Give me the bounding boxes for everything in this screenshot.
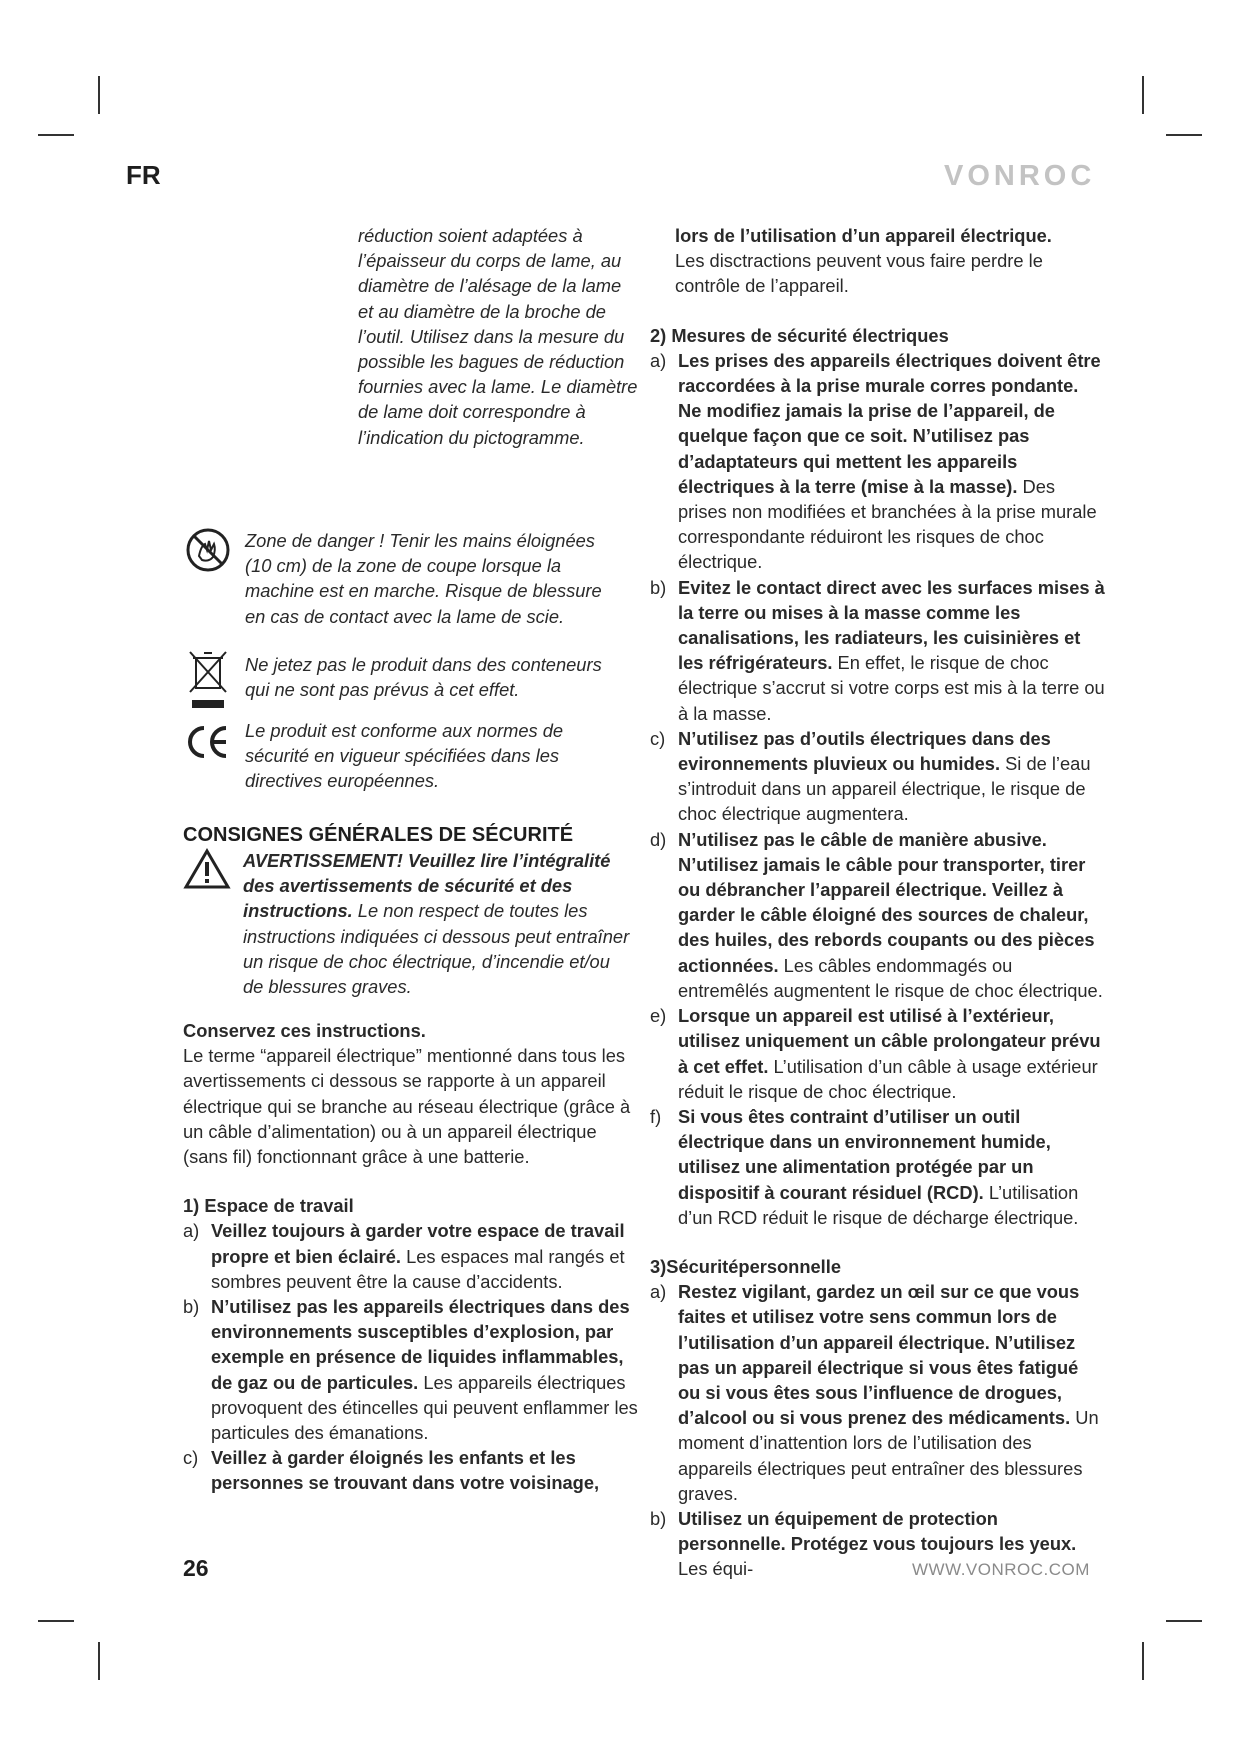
language-label: FR bbox=[126, 160, 161, 190]
crop-mark bbox=[1142, 1642, 1144, 1680]
list-item: c) Veillez à garder éloignés les enfants et les personnes se trouvant dans votre voisinage, bbox=[183, 1447, 600, 1494]
list-item: c) N’utilisez pas d’outils électriques dans des evironnements pluvieux ou humides. Si de l’eau s’introduit dans un appareil électrique, le risque de choc électrique augmentera. bbox=[650, 727, 1091, 825]
left-lower-column bbox=[183, 1018, 645, 1496]
list-item: b) Evitez le contact direct avec les surfaces mises à la terre ou mises à la masse comme les canalisations, les radiateurs, les cuisinières et les réfrigérateurs. En effet, le risque de choc électrique s’accrut si votre corps est mis à la terre ou à la masse. bbox=[650, 576, 1105, 724]
crossed-bin-icon bbox=[180, 648, 236, 710]
warning-bold: AVERTISSEMENT! Veuillez lire l’intégralité des avertissements de sécurité et des instructions. bbox=[243, 850, 611, 922]
disposal-text: Ne jetez pas le produit dans des conteneurs qui ne sont pas prévus à cet effet. bbox=[245, 654, 602, 701]
page-number: 26 bbox=[183, 1555, 209, 1581]
right-column bbox=[650, 223, 1105, 1582]
crop-mark bbox=[1142, 76, 1144, 114]
crop-mark bbox=[38, 134, 74, 136]
ce-conformity-text: Le produit est conforme aux normes de sécurité en vigueur spécifiées dans les directives européennes. bbox=[245, 720, 564, 792]
list-item: e) Lorsque un appareil est utilisé à l’extérieur, utilisez uniquement un câble prolongateur prévu à cet effet. L’utilisation d’un câble à usage extérieur réduit le risque de choc électrique. bbox=[650, 1005, 1101, 1102]
conservez-text: Le terme “appareil électrique” mentionné dans tous les avertissements ci dessous se rapporte à un appareil électrique qui se branche au réseau électrique (grâce à un câble d’alimentation) ou à un appareil électrique (sans fil) fonctionnant grâce à une batterie. bbox=[183, 1045, 631, 1168]
ce-mark-icon bbox=[180, 724, 236, 760]
conservez-title: Conservez ces instructions. bbox=[183, 1020, 426, 1041]
safety-heading: CONSIGNES GÉNÉRALES DE SÉCURITÉ bbox=[183, 824, 574, 846]
list-item: f) Si vous êtes contraint d’utiliser un outil électrique dans un environnement humide, utilisez une alimentation protégée par un dispositif à courant résiduel (RCD). L’utilisation d’un RCD réduit le risque de décharge électrique. bbox=[650, 1105, 1079, 1228]
section-title: 3)Sécuritépersonnelle bbox=[650, 1255, 842, 1277]
general-warning bbox=[243, 848, 633, 999]
warning-text: Le non respect de toutes les instructions indiquées ci dessous peut entraîner un risque de choc électrique, d’incendie et/ou de blessures graves. bbox=[243, 900, 630, 998]
section-title: 2) Mesures de sécurité électriques bbox=[650, 324, 949, 346]
hand-prohibition-icon bbox=[180, 526, 236, 574]
warning-triangle-icon bbox=[183, 848, 231, 895]
crop-mark bbox=[1166, 134, 1202, 136]
brand-logo: VONROC bbox=[944, 160, 1096, 192]
list-item: a) Veillez toujours à garder votre espace de travail propre et bien éclairé. Les espaces mal rangés et sombres peuvent être la cause d’accidents. bbox=[183, 1220, 625, 1292]
section-title: 1) Espace de travail bbox=[183, 1195, 354, 1217]
crop-mark bbox=[98, 76, 100, 114]
danger-zone-text: Zone de danger ! Tenir les mains éloignées (10 cm) de la zone de coupe lorsque la machine est en marche. Risque de blessure en cas de contact avec la lame de scie. bbox=[245, 530, 602, 627]
crop-mark bbox=[38, 1620, 74, 1622]
list-item: a) Restez vigilant, gardez un œil sur ce que vous faites et utilisez votre sens commun lors de l’utilisation d’un appareil électrique. N’utilisez pas un appareil électrique si vous êtes fatigué ou si vous êtes sous l’influence de drogues, d’alcool ou si vous prenez des médicaments. Un moment d’inattention lors de l’utilisation des appareils électriques peut entraîner des blessures graves. bbox=[650, 1281, 1099, 1504]
crop-mark bbox=[98, 1642, 100, 1680]
crop-mark bbox=[1166, 1620, 1202, 1622]
list-item: b) N’utilisez pas les appareils électriques dans des environnements susceptibles d’explosion, par exemple en présence de liquides inflammables, de gaz ou de particules. Les appareils électriques provoquent des étincelles qui peuvent enflammer les particules des émanations. bbox=[183, 1296, 638, 1444]
website-url: WWW.VONROC.COM bbox=[912, 1560, 1090, 1579]
continued-item: lors de l’utilisation d’un appareil électrique. Les disctractions peuvent vous faire perdre le contrôle de l’appareil. bbox=[675, 225, 1052, 297]
list-item: b) Utilisez un équipement de protection personnelle. Protégez vous toujours les yeux. Les équi- bbox=[650, 1507, 1077, 1580]
list-item: a) Les prises des appareils électriques doivent être raccordées à la prise murale corres pondante. Ne modifiez jamais la prise de l’appareil, de quelque façon que ce soit. N’utilisez pas d’adaptateurs qui mettent les appareils électriques à la terre (mise à la masse). Des prises non modifiées et branchées à la prise murale correspondante réduiront les risques de choc électrique. bbox=[650, 349, 1101, 573]
list-item: d) N’utilisez pas le câble de manière abusive. N’utilisez jamais le câble pour transporter, tirer ou débrancher l’appareil électrique. Veillez à garder le câble éloigné des sources de chaleur, des huiles, des rebords coupants ou des pièces actionnées. Les câbles endommagés ou entremêlés augmentent le risque de choc électrique. bbox=[650, 828, 1103, 1001]
blade-reduction-note: réduction soient adaptées à l’épaisseur du corps de lame, au diamètre de l’alésage de la lame et au diamètre de la broche de l’outil. Utilisez dans la mesure du possible les bagues de réduction fournies avec la lame. Le diamètre de lame doit correspondre à l’indication du pictogramme. bbox=[358, 225, 638, 448]
